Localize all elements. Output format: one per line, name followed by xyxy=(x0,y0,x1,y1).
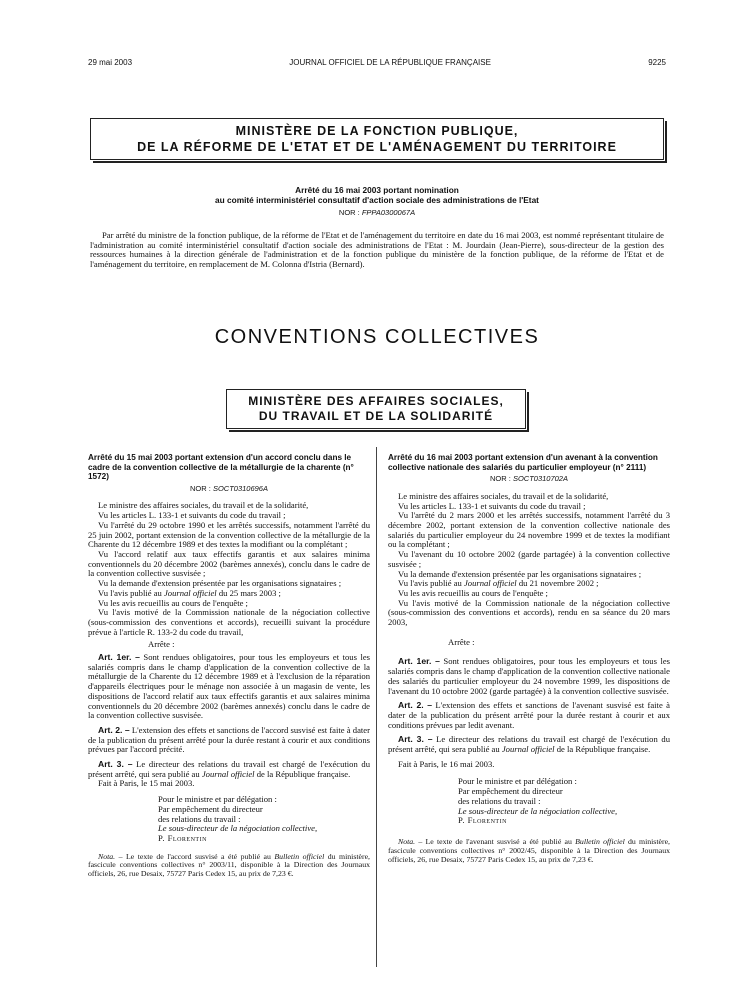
article-text: Le directeur des relations du travail est chargé de l'exécution du présent arrêté, qui sera publié au xyxy=(388,734,670,755)
arrete1-title-line2: au comité interministériel consultatif d'action sociale des administrations de l'Etat xyxy=(215,195,539,205)
left-note xyxy=(88,853,370,879)
header-page-number: 9225 xyxy=(648,58,666,67)
article-text: Sont rendues obligatoires, pour tous les employeurs et tous les salariés compris dans le champ d'application de la convention collective nationale des salariés du particulier employeur du 24 novembre 1999, les dispositions de l'avenant du 10 octobre 2002 (garde partagée) à la convention collective susvisée. xyxy=(388,656,670,696)
article-label: Art. 3. – xyxy=(398,734,433,745)
note-label: Nota. xyxy=(398,836,416,846)
right-p8: Vu l'avis motivé de la Commission nationale de la négociation collective (sous-commission des conventions et accords), rendu en sa séance du 20 mars 2003, xyxy=(388,597,670,628)
right-sig1: Pour le ministre et par délégation : xyxy=(458,776,577,787)
nor-label: NOR : xyxy=(490,474,513,484)
arrete1-body: Par arrêté du ministre de la fonction publique, de la réforme de l'Etat et de l'aménagement du territoire en date du 16 mai 2003, est nommé représentant titulaire de l'administration au comité interministériel consultatif d'action sociale des administrations de l'Etat : M. Jourdain (Jean-Pierre), sous-directeur de la gestion des ressources humaines à la direction générale de l'administration et de la fonction publique du ministère de la fonction publique, de la réforme de l'Etat et de l'aménagement du territoire, en remplacement de M. Colonna d'Istria (Bernard). xyxy=(90,230,664,269)
right-p1: Le ministre des affaires sociales, du travail et de la solidarité, xyxy=(398,490,609,501)
article-text: de la République française. xyxy=(254,768,351,779)
header-journal: JOURNAL OFFICIEL DE LA RÉPUBLIQUE FRANÇAISE xyxy=(289,58,491,67)
right-column-arrete xyxy=(388,453,670,864)
article-label: Art. 2. – xyxy=(98,724,130,735)
article-text: L'extension des effets et sanctions de l'avenant susvisé est faite à dater de la publication du présent arrêté pour la durée restant à courir et aux conditions prévues par ledit avenant. xyxy=(388,700,670,730)
right-art2 xyxy=(388,701,670,730)
left-p2: Vu les articles L. 133-1 et suivants du code du travail ; xyxy=(98,510,286,521)
signature-title: Le sous-directeur de la négociation collective, xyxy=(158,823,318,834)
left-art1 xyxy=(88,653,370,721)
right-p3: Vu l'arrêté du 2 mars 2000 et les arrêtés successifs, notamment l'arrêté du 3 décembre 2002, portant extension de la convention collective nationale des salariés du particulier employeur du 24 novembre 1999 et de textes la modifiant ou la complétant ; xyxy=(388,510,670,550)
text-italic: Bulletin officiel xyxy=(575,836,625,846)
right-p7: Vu les avis recueillis au cours de l'enquête ; xyxy=(398,587,548,598)
right-sig2: Par empêchement du directeur xyxy=(458,786,563,797)
left-sig2: Par empêchement du directeur xyxy=(158,803,263,814)
text: Vu l'avis publié au xyxy=(398,578,464,589)
article-text: Sont rendues obligatoires, pour tous les employeurs et tous les salariés compris dans le champ d'application de la convention collective de la métallurgie de la Charente du 12 décembre 1989 et à l'exclusion de la réparation d'appareils électriques pour le ménage non associée à un magasin de vente, les dispositions de l'accord relatif aux taux effectifs garantis et aux salaires minima conventionnels du 20 décembre 2002 (barèmes annexés) conclu dans le cadre de la convention collective susvisée. xyxy=(88,652,370,721)
right-p5: Vu la demande d'extension présentée par les organisations signataires ; xyxy=(398,568,642,579)
left-column-arrete xyxy=(88,453,370,879)
right-note xyxy=(388,838,670,864)
text: du 21 novembre 2002 ; xyxy=(516,578,599,589)
section-title: CONVENTIONS COLLECTIVES xyxy=(214,326,540,348)
right-title: Arrêté du 16 mai 2003 portant extension d'un avenant à la convention collective nationale des salariés du particulier employeur (n° 2111) xyxy=(388,453,658,472)
nor-code: SOCT0310696A xyxy=(212,483,268,493)
note-text: du ministère, fascicule conventions collectives n° 2003/11, disponible à la Direction des Journaux officiels, 26, rue Desaix, 75727 Paris Cedex 15, au prix de 7,23 €. xyxy=(88,851,370,879)
note-label: Nota. xyxy=(98,851,116,861)
ministry-box2-line2: DU TRAVAIL ET DE LA SOLIDARITÉ xyxy=(258,409,494,423)
arrete1-title-line1: Arrêté du 16 mai 2003 portant nomination xyxy=(295,185,459,195)
left-sig1: Pour le ministre et par délégation : xyxy=(158,794,277,805)
nor-label: NOR : xyxy=(338,208,362,217)
right-arrete: Arrête : xyxy=(448,636,475,647)
left-sig5: P. Florentin xyxy=(158,832,207,843)
nor-code: SOCT0310702A xyxy=(512,474,568,484)
left-sig4 xyxy=(88,824,370,834)
left-p4: Vu l'accord relatif aux taux effectifs garantis et aux salaires minima conventionnels du 20 décembre 2002 (barèmes annexés), conclu dans le cadre de la convention collective susvisée ; xyxy=(88,549,370,579)
left-p5: Vu la demande d'extension présentée par les organisations signataires ; xyxy=(98,578,342,589)
right-art3 xyxy=(388,735,670,754)
left-p8: Vu l'avis motivé de la Commission nationale de la négociation collective (sous-commission des conventions et accords), recueilli suivant la procédure prévue à l'article R. 133-2 du code du travail, xyxy=(88,607,370,637)
text-italic: Journal officiel xyxy=(163,587,217,598)
right-nor xyxy=(388,474,670,484)
right-art1 xyxy=(388,657,670,696)
right-p4: Vu l'avenant du 10 octobre 2002 (garde partagée) à la convention collective susvisée ; xyxy=(388,549,670,569)
right-p2: Vu les articles L. 133-1 et suivants du code du travail ; xyxy=(398,500,586,511)
left-p7: Vu les avis recueillis au cours de l'enquête ; xyxy=(98,597,248,608)
left-arrete: Arrête : xyxy=(148,639,175,650)
article-text: de la République française. xyxy=(554,744,651,755)
page-header xyxy=(88,58,666,67)
article-label: Art. 2. – xyxy=(398,700,433,711)
column-divider xyxy=(376,447,377,967)
right-sig5: P. Florentin xyxy=(458,815,507,826)
left-nor xyxy=(88,484,370,494)
left-p3: Vu l'arrêté du 29 octobre 1990 et les arrêtés successifs, notamment l'arrêté du 25 juin 2002, portant extension de la convention collective de la métallurgie de la Charente du 12 décembre 1989 et des textes la modifiant ou la complétant ; xyxy=(88,519,370,550)
left-fait: Fait à Paris, le 15 mai 2003. xyxy=(98,778,195,789)
text-italic: Journal officiel xyxy=(501,744,555,755)
ministry-box-affaires-sociales xyxy=(226,389,526,429)
right-sig4 xyxy=(388,807,670,817)
header-date: 29 mai 2003 xyxy=(88,58,133,67)
note-text: – Le texte de l'accord susvisé a été publié au xyxy=(115,851,275,861)
ministry-box-line1: MINISTÈRE DE LA FONCTION PUBLIQUE, xyxy=(235,124,519,138)
article-label: Art. 1er. – xyxy=(98,652,140,663)
ministry-box-line2: DE LA RÉFORME DE L'ETAT ET DE L'AMÉNAGEMENT DU TERRITOIRE xyxy=(137,140,617,154)
text-italic: Bulletin officiel xyxy=(274,851,325,861)
text-italic: Journal officiel xyxy=(463,578,517,589)
ministry-box-fonction-publique xyxy=(90,118,664,160)
left-sig3: des relations du travail : xyxy=(158,813,241,824)
article-label: Art. 3. – xyxy=(98,759,133,770)
article-label: Art. 1er. – xyxy=(398,656,440,667)
nor-label: NOR : xyxy=(190,483,213,493)
ministry-box2-line1: MINISTÈRE DES AFFAIRES SOCIALES, xyxy=(248,394,504,408)
text-italic: Journal officiel xyxy=(201,768,255,779)
right-fait: Fait à Paris, le 16 mai 2003. xyxy=(398,758,495,769)
left-art3 xyxy=(88,760,370,779)
signature-title: Le sous-directeur de la négociation collective, xyxy=(458,805,618,816)
article-text: Le directeur des relations du travail est chargé de l'exécution du présent arrêté, qui sera publié au xyxy=(88,759,370,779)
article-text: L'extension des effets et sanctions de l'accord susvisé est faite à dater de la publication du présent arrêté pour la durée restant à courir et aux conditions prévues par l'accord précité. xyxy=(88,724,370,755)
left-title: Arrêté du 15 mai 2003 portant extension d'un accord conclu dans le cadre de la convention collective de la métallurgie de la charente (n° 1572) xyxy=(88,453,354,482)
text: du 25 mars 2003 ; xyxy=(216,587,281,598)
left-art2 xyxy=(88,726,370,755)
note-text: – Le texte de l'avenant susvisé a été publié au xyxy=(415,836,576,846)
arrete1-nor xyxy=(90,208,664,217)
right-sig3: des relations du travail : xyxy=(458,795,541,806)
note-text: du ministère, fascicule conventions collectives n° 2002/45, disponible à la Direction des Journaux officiels, 26, rue Desaix, 75727 Paris Cedex 15, au prix de 7,23 €. xyxy=(388,836,670,864)
left-p1: Le ministre des affaires sociales, du travail et de la solidarité, xyxy=(98,500,309,511)
nor-code: FPPA0300067A xyxy=(361,208,416,217)
text: Vu l'avis publié au xyxy=(98,587,164,598)
